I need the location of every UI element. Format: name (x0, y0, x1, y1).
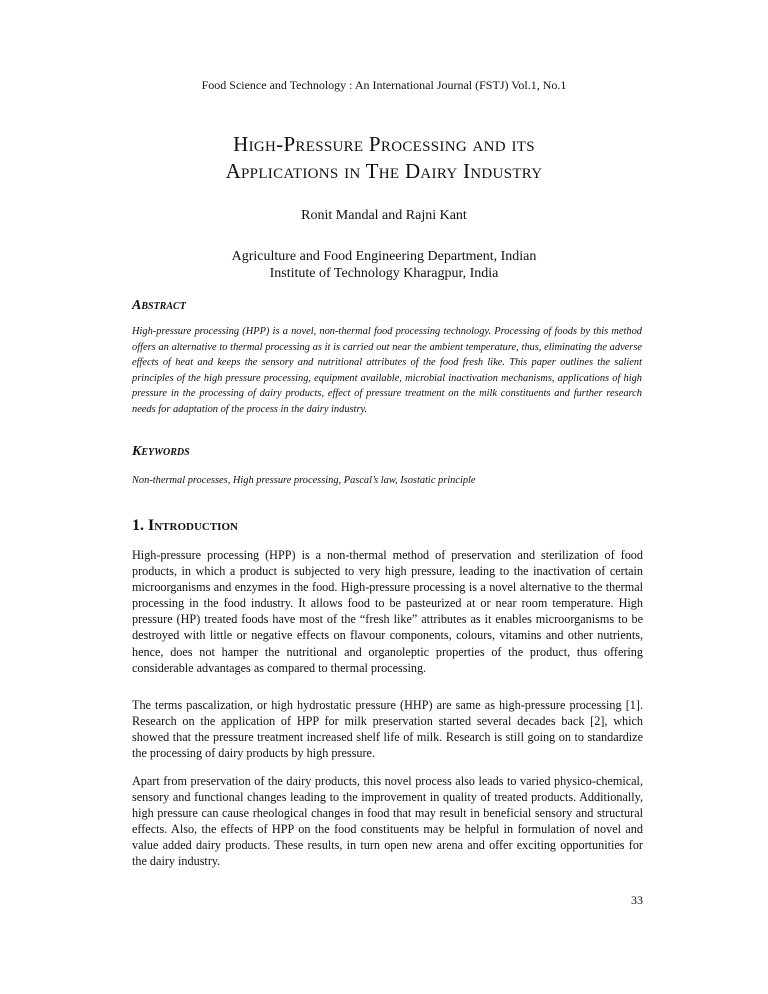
paper-title (0, 131, 768, 185)
title-line-1: High-Pressure Processing and its (233, 132, 535, 156)
page-number: 33 (631, 893, 643, 907)
keywords-text: Non-thermal processes, High pressure processing, Pascal’s law, Isostatic principle (132, 475, 476, 486)
authors: Ronit Mandal and Rajni Kant (301, 208, 467, 223)
running-head: Food Science and Technology : An International Journal (FSTJ) Vol.1, No.1 (201, 78, 567, 92)
abstract-text: High-pressure processing (HPP) is a novel, non-thermal food processing technology. Processing of foods by this method offers an alternative to thermal processing as it is carried out near the ambient temperature, thus, eliminating the adverse effects of heat and keeps the sensory and nutritional attributes of the food fresh like. This paper outlines the salient principles of the high pressure processing, equipment available, microbial inactivation mechanisms, applications of high pressure in the processing of dairy products, effect of pressure treatment on the milk constituents and further research needs for adaptation of the process in the dairy industry. (132, 326, 642, 415)
introduction-heading: 1. Introduction (132, 517, 238, 534)
abstract-heading: Abstract (132, 298, 186, 313)
affiliation-line-1: Agriculture and Food Engineering Department, Indian (231, 249, 537, 264)
affiliation-line-2: Institute of Technology Kharagpur, India (269, 266, 499, 281)
intro-paragraph-3: Apart from preservation of the dairy products, this novel process also leads to varied physico-chemical, sensory and functional changes leading to the improvement in quality of treated products. Additionally, high pressure can cause rheological changes in food that may result in beneficial sensory and structural effects. Also, the effects of HPP on the food constituents may be helpful in formulation of novel and value added dairy products. These results, in turn open new arena and offer exciting opportunities for the dairy industry. (132, 774, 643, 869)
intro-paragraph-2: The terms pascalization, or high hydrostatic pressure (HHP) are same as high-pressure processing [1]. Research on the application of HPP for milk preservation started several decades back [2], which showed that the pressure treatment increased shelf life of milk. Research is still going on to standardize the processing of dairy products by high pressure. (132, 698, 643, 761)
affiliation (0, 248, 768, 282)
keywords-heading: Keywords (132, 444, 190, 459)
intro-paragraph-1: High-pressure processing (HPP) is a non-thermal method of preservation and sterilization of food products, in which a product is subjected to very high pressure, leading to the inactivation of certain microorganisms and enzymes in the food. High-pressure processing is a novel alternative to the thermal processing in the food industry. It allows food to be pasteurized at or near room temperature. High pressure (HP) treated foods have most of the “fresh like” attributes as it enables microorganisms to be destroyed with little or negative effects on flavour components, colours, vitamins and other nutrients, hence, does not hamper the nutritional and organoleptic properties of the product, thus offering considerable advantages as compared to thermal processing. (132, 548, 643, 675)
title-line-2: Applications in The Dairy Industry (225, 159, 543, 183)
